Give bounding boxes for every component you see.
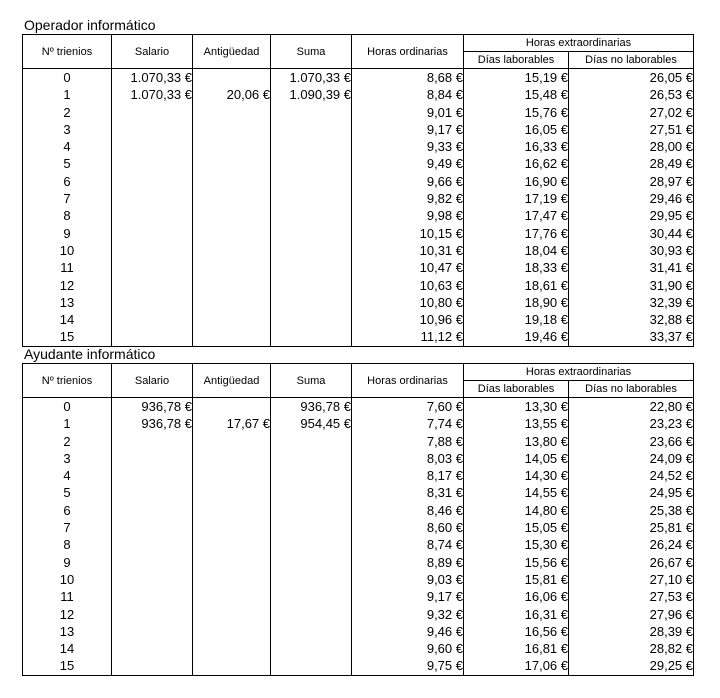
cell-suma (271, 294, 352, 311)
cell-dias-no-laborables: 25,38 € (569, 502, 694, 519)
cell-suma (271, 311, 352, 328)
cell-antiguedad (193, 311, 271, 328)
ayudante-title: Ayudante informático (24, 346, 156, 362)
cell-trienios: 4 (23, 138, 112, 155)
cell-salario: 936,78 € (112, 398, 193, 416)
cell-suma: 1.090,39 € (271, 86, 352, 103)
cell-trienios: 1 (23, 415, 112, 432)
table-row (23, 536, 694, 553)
cell-antiguedad (193, 433, 271, 450)
cell-dias-no-laborables: 29,46 € (569, 190, 694, 207)
cell-dias-laborables: 13,80 € (464, 433, 569, 450)
cell-salario (112, 623, 193, 640)
cell-dias-no-laborables: 24,52 € (569, 467, 694, 484)
cell-trienios: 14 (23, 311, 112, 328)
cell-antiguedad (193, 657, 271, 675)
cell-dias-no-laborables: 28,82 € (569, 640, 694, 657)
cell-antiguedad (193, 450, 271, 467)
cell-trienios: 3 (23, 121, 112, 138)
cell-dias-laborables: 17,06 € (464, 657, 569, 675)
table-row (23, 86, 694, 103)
cell-trienios: 15 (23, 657, 112, 675)
operador-salary-table (22, 34, 694, 347)
cell-horas-ordinarias: 9,46 € (352, 623, 464, 640)
table-row (23, 519, 694, 536)
cell-dias-laborables: 15,81 € (464, 571, 569, 588)
cell-salario (112, 121, 193, 138)
cell-horas-ordinarias: 9,33 € (352, 138, 464, 155)
cell-horas-ordinarias: 8,74 € (352, 536, 464, 553)
cell-salario (112, 467, 193, 484)
cell-suma (271, 277, 352, 294)
cell-dias-laborables: 15,19 € (464, 69, 569, 87)
cell-trienios: 9 (23, 554, 112, 571)
header-dias-laborables: Días laborables (464, 52, 569, 69)
cell-horas-ordinarias: 10,15 € (352, 225, 464, 242)
table-row (23, 623, 694, 640)
ayudante-salary-table (22, 363, 694, 676)
cell-horas-ordinarias: 8,03 € (352, 450, 464, 467)
cell-suma: 936,78 € (271, 398, 352, 416)
cell-antiguedad (193, 190, 271, 207)
cell-antiguedad (193, 640, 271, 657)
header-trienios: Nº trienios (23, 364, 112, 398)
cell-dias-laborables: 18,90 € (464, 294, 569, 311)
cell-antiguedad (193, 519, 271, 536)
cell-suma: 954,45 € (271, 415, 352, 432)
cell-trienios: 15 (23, 328, 112, 346)
cell-dias-laborables: 17,19 € (464, 190, 569, 207)
cell-trienios: 6 (23, 502, 112, 519)
cell-suma (271, 328, 352, 346)
cell-dias-laborables: 16,56 € (464, 623, 569, 640)
cell-antiguedad (193, 225, 271, 242)
cell-antiguedad (193, 155, 271, 172)
cell-salario: 1.070,33 € (112, 86, 193, 103)
cell-dias-laborables: 18,33 € (464, 259, 569, 276)
header-dias-laborables: Días laborables (464, 381, 569, 398)
cell-horas-ordinarias: 10,80 € (352, 294, 464, 311)
header-horas-ordinarias: Horas ordinarias (352, 35, 464, 69)
header-suma: Suma (271, 35, 352, 69)
header-salario: Salario (112, 35, 193, 69)
cell-dias-laborables: 14,05 € (464, 450, 569, 467)
cell-horas-ordinarias: 8,60 € (352, 519, 464, 536)
cell-dias-no-laborables: 22,80 € (569, 398, 694, 416)
cell-suma (271, 606, 352, 623)
table-row (23, 259, 694, 276)
cell-trienios: 10 (23, 571, 112, 588)
table-row (23, 415, 694, 432)
cell-dias-no-laborables: 24,09 € (569, 450, 694, 467)
cell-trienios: 5 (23, 155, 112, 172)
cell-trienios: 8 (23, 207, 112, 224)
cell-salario (112, 207, 193, 224)
cell-trienios: 1 (23, 86, 112, 103)
cell-suma (271, 640, 352, 657)
cell-salario (112, 294, 193, 311)
cell-suma (271, 657, 352, 675)
cell-trienios: 0 (23, 69, 112, 87)
cell-horas-ordinarias: 9,17 € (352, 588, 464, 605)
table-row (23, 554, 694, 571)
table-row (23, 69, 694, 87)
cell-dias-laborables: 13,55 € (464, 415, 569, 432)
cell-suma (271, 155, 352, 172)
cell-dias-laborables: 15,56 € (464, 554, 569, 571)
cell-horas-ordinarias: 10,31 € (352, 242, 464, 259)
cell-suma (271, 536, 352, 553)
cell-trienios: 11 (23, 259, 112, 276)
cell-dias-laborables: 15,48 € (464, 86, 569, 103)
cell-trienios: 13 (23, 623, 112, 640)
table-row (23, 155, 694, 172)
table-row (23, 225, 694, 242)
header-antiguedad: Antigüedad (193, 364, 271, 398)
cell-antiguedad (193, 502, 271, 519)
cell-trienios: 4 (23, 467, 112, 484)
cell-horas-ordinarias: 9,49 € (352, 155, 464, 172)
cell-dias-no-laborables: 28,49 € (569, 155, 694, 172)
cell-trienios: 12 (23, 606, 112, 623)
cell-salario (112, 104, 193, 121)
cell-horas-ordinarias: 8,89 € (352, 554, 464, 571)
cell-antiguedad (193, 259, 271, 276)
cell-salario: 1.070,33 € (112, 69, 193, 87)
cell-salario: 936,78 € (112, 415, 193, 432)
cell-antiguedad (193, 467, 271, 484)
cell-salario (112, 311, 193, 328)
cell-antiguedad (193, 588, 271, 605)
cell-dias-no-laborables: 27,53 € (569, 588, 694, 605)
cell-dias-no-laborables: 32,39 € (569, 294, 694, 311)
cell-salario (112, 328, 193, 346)
cell-trienios: 8 (23, 536, 112, 553)
cell-salario (112, 138, 193, 155)
header-dias-no-laborables: Días no laborables (569, 381, 694, 398)
header-horas-extraordinarias: Horas extraordinarias (464, 364, 694, 381)
cell-dias-no-laborables: 27,10 € (569, 571, 694, 588)
cell-horas-ordinarias: 7,88 € (352, 433, 464, 450)
cell-dias-no-laborables: 24,95 € (569, 484, 694, 501)
cell-suma (271, 554, 352, 571)
header-salario: Salario (112, 364, 193, 398)
cell-trienios: 13 (23, 294, 112, 311)
table-row (23, 121, 694, 138)
cell-antiguedad (193, 207, 271, 224)
cell-trienios: 5 (23, 484, 112, 501)
cell-trienios: 12 (23, 277, 112, 294)
cell-dias-no-laborables: 30,93 € (569, 242, 694, 259)
cell-trienios: 14 (23, 640, 112, 657)
cell-antiguedad: 20,06 € (193, 86, 271, 103)
cell-dias-laborables: 16,05 € (464, 121, 569, 138)
table-row (23, 242, 694, 259)
cell-antiguedad (193, 121, 271, 138)
cell-dias-laborables: 16,62 € (464, 155, 569, 172)
cell-trienios: 10 (23, 242, 112, 259)
cell-suma (271, 207, 352, 224)
cell-dias-no-laborables: 27,96 € (569, 606, 694, 623)
cell-antiguedad (193, 242, 271, 259)
cell-antiguedad (193, 104, 271, 121)
cell-horas-ordinarias: 9,17 € (352, 121, 464, 138)
cell-dias-laborables: 15,30 € (464, 536, 569, 553)
cell-trienios: 3 (23, 450, 112, 467)
cell-antiguedad (193, 536, 271, 553)
cell-dias-no-laborables: 29,95 € (569, 207, 694, 224)
cell-suma (271, 259, 352, 276)
cell-salario (112, 190, 193, 207)
cell-horas-ordinarias: 9,01 € (352, 104, 464, 121)
cell-salario (112, 484, 193, 501)
table-row (23, 450, 694, 467)
table-row (23, 398, 694, 416)
cell-dias-laborables: 16,06 € (464, 588, 569, 605)
table-row (23, 190, 694, 207)
cell-suma (271, 571, 352, 588)
operador-table-body (23, 69, 694, 347)
cell-horas-ordinarias: 10,47 € (352, 259, 464, 276)
cell-trienios: 2 (23, 104, 112, 121)
cell-dias-no-laborables: 26,67 € (569, 554, 694, 571)
cell-horas-ordinarias: 9,03 € (352, 571, 464, 588)
cell-dias-laborables: 15,76 € (464, 104, 569, 121)
cell-suma (271, 519, 352, 536)
cell-dias-no-laborables: 26,24 € (569, 536, 694, 553)
cell-trienios: 9 (23, 225, 112, 242)
cell-horas-ordinarias: 9,82 € (352, 190, 464, 207)
cell-salario (112, 259, 193, 276)
cell-salario (112, 571, 193, 588)
cell-trienios: 0 (23, 398, 112, 416)
cell-suma (271, 104, 352, 121)
cell-horas-ordinarias: 9,32 € (352, 606, 464, 623)
cell-antiguedad (193, 277, 271, 294)
cell-horas-ordinarias: 10,63 € (352, 277, 464, 294)
cell-dias-no-laborables: 23,66 € (569, 433, 694, 450)
table-row (23, 484, 694, 501)
table-row (23, 571, 694, 588)
cell-dias-laborables: 15,05 € (464, 519, 569, 536)
table-row (23, 588, 694, 605)
cell-dias-no-laborables: 26,05 € (569, 69, 694, 87)
cell-horas-ordinarias: 8,84 € (352, 86, 464, 103)
cell-salario (112, 502, 193, 519)
cell-horas-ordinarias: 8,31 € (352, 484, 464, 501)
cell-suma (271, 484, 352, 501)
cell-horas-ordinarias: 10,96 € (352, 311, 464, 328)
cell-dias-no-laborables: 27,51 € (569, 121, 694, 138)
cell-suma (271, 173, 352, 190)
cell-suma (271, 450, 352, 467)
cell-salario (112, 433, 193, 450)
cell-trienios: 6 (23, 173, 112, 190)
cell-horas-ordinarias: 7,60 € (352, 398, 464, 416)
table-row (23, 173, 694, 190)
table-row (23, 104, 694, 121)
cell-antiguedad (193, 173, 271, 190)
header-horas-ordinarias: Horas ordinarias (352, 364, 464, 398)
cell-horas-ordinarias: 7,74 € (352, 415, 464, 432)
cell-salario (112, 640, 193, 657)
cell-antiguedad (193, 554, 271, 571)
cell-dias-no-laborables: 25,81 € (569, 519, 694, 536)
cell-horas-ordinarias: 9,75 € (352, 657, 464, 675)
cell-horas-ordinarias: 9,98 € (352, 207, 464, 224)
cell-dias-laborables: 18,61 € (464, 277, 569, 294)
cell-dias-no-laborables: 23,23 € (569, 415, 694, 432)
cell-salario (112, 588, 193, 605)
header-antiguedad: Antigüedad (193, 35, 271, 69)
cell-dias-no-laborables: 28,39 € (569, 623, 694, 640)
header-suma: Suma (271, 364, 352, 398)
cell-suma (271, 190, 352, 207)
operador-title: Operador informático (24, 17, 156, 33)
cell-salario (112, 277, 193, 294)
cell-antiguedad (193, 606, 271, 623)
cell-horas-ordinarias: 8,68 € (352, 69, 464, 87)
cell-dias-no-laborables: 26,53 € (569, 86, 694, 103)
cell-horas-ordinarias: 9,60 € (352, 640, 464, 657)
cell-salario (112, 225, 193, 242)
cell-salario (112, 450, 193, 467)
cell-antiguedad (193, 623, 271, 640)
table-row (23, 640, 694, 657)
cell-horas-ordinarias: 8,46 € (352, 502, 464, 519)
table-row (23, 328, 694, 346)
cell-antiguedad (193, 294, 271, 311)
cell-antiguedad (193, 571, 271, 588)
cell-salario (112, 173, 193, 190)
table-row (23, 294, 694, 311)
cell-horas-ordinarias: 8,17 € (352, 467, 464, 484)
cell-antiguedad (193, 69, 271, 87)
cell-dias-laborables: 16,90 € (464, 173, 569, 190)
table-row (23, 138, 694, 155)
cell-suma (271, 502, 352, 519)
table-row (23, 311, 694, 328)
cell-suma (271, 138, 352, 155)
cell-suma: 1.070,33 € (271, 69, 352, 87)
cell-antiguedad (193, 484, 271, 501)
table-row (23, 657, 694, 675)
cell-trienios: 7 (23, 190, 112, 207)
cell-dias-no-laborables: 27,02 € (569, 104, 694, 121)
cell-dias-laborables: 16,31 € (464, 606, 569, 623)
cell-dias-laborables: 13,30 € (464, 398, 569, 416)
cell-trienios: 2 (23, 433, 112, 450)
cell-antiguedad (193, 138, 271, 155)
cell-antiguedad: 17,67 € (193, 415, 271, 432)
cell-salario (112, 519, 193, 536)
cell-suma (271, 225, 352, 242)
cell-antiguedad (193, 328, 271, 346)
cell-dias-laborables: 19,18 € (464, 311, 569, 328)
table-row (23, 502, 694, 519)
cell-suma (271, 121, 352, 138)
ayudante-table-body (23, 398, 694, 676)
cell-dias-no-laborables: 28,97 € (569, 173, 694, 190)
cell-salario (112, 536, 193, 553)
cell-suma (271, 433, 352, 450)
cell-dias-laborables: 17,47 € (464, 207, 569, 224)
cell-trienios: 7 (23, 519, 112, 536)
cell-suma (271, 467, 352, 484)
cell-salario (112, 606, 193, 623)
cell-dias-laborables: 17,76 € (464, 225, 569, 242)
cell-dias-no-laborables: 28,00 € (569, 138, 694, 155)
cell-salario (112, 155, 193, 172)
cell-salario (112, 242, 193, 259)
cell-suma (271, 588, 352, 605)
cell-dias-laborables: 16,33 € (464, 138, 569, 155)
cell-horas-ordinarias: 9,66 € (352, 173, 464, 190)
cell-dias-laborables: 19,46 € (464, 328, 569, 346)
table-row (23, 606, 694, 623)
cell-dias-laborables: 14,55 € (464, 484, 569, 501)
cell-suma (271, 623, 352, 640)
cell-dias-laborables: 14,80 € (464, 502, 569, 519)
cell-dias-no-laborables: 33,37 € (569, 328, 694, 346)
header-dias-no-laborables: Días no laborables (569, 52, 694, 69)
cell-trienios: 11 (23, 588, 112, 605)
table-row (23, 433, 694, 450)
cell-antiguedad (193, 398, 271, 416)
cell-dias-no-laborables: 29,25 € (569, 657, 694, 675)
cell-salario (112, 554, 193, 571)
table-row (23, 277, 694, 294)
header-trienios: Nº trienios (23, 35, 112, 69)
cell-dias-laborables: 18,04 € (464, 242, 569, 259)
cell-dias-no-laborables: 30,44 € (569, 225, 694, 242)
table-row (23, 467, 694, 484)
cell-horas-ordinarias: 11,12 € (352, 328, 464, 346)
table-row (23, 207, 694, 224)
header-horas-extraordinarias: Horas extraordinarias (464, 35, 694, 52)
cell-dias-no-laborables: 31,90 € (569, 277, 694, 294)
cell-dias-no-laborables: 31,41 € (569, 259, 694, 276)
cell-dias-laborables: 16,81 € (464, 640, 569, 657)
cell-suma (271, 242, 352, 259)
cell-salario (112, 657, 193, 675)
cell-dias-no-laborables: 32,88 € (569, 311, 694, 328)
cell-dias-laborables: 14,30 € (464, 467, 569, 484)
